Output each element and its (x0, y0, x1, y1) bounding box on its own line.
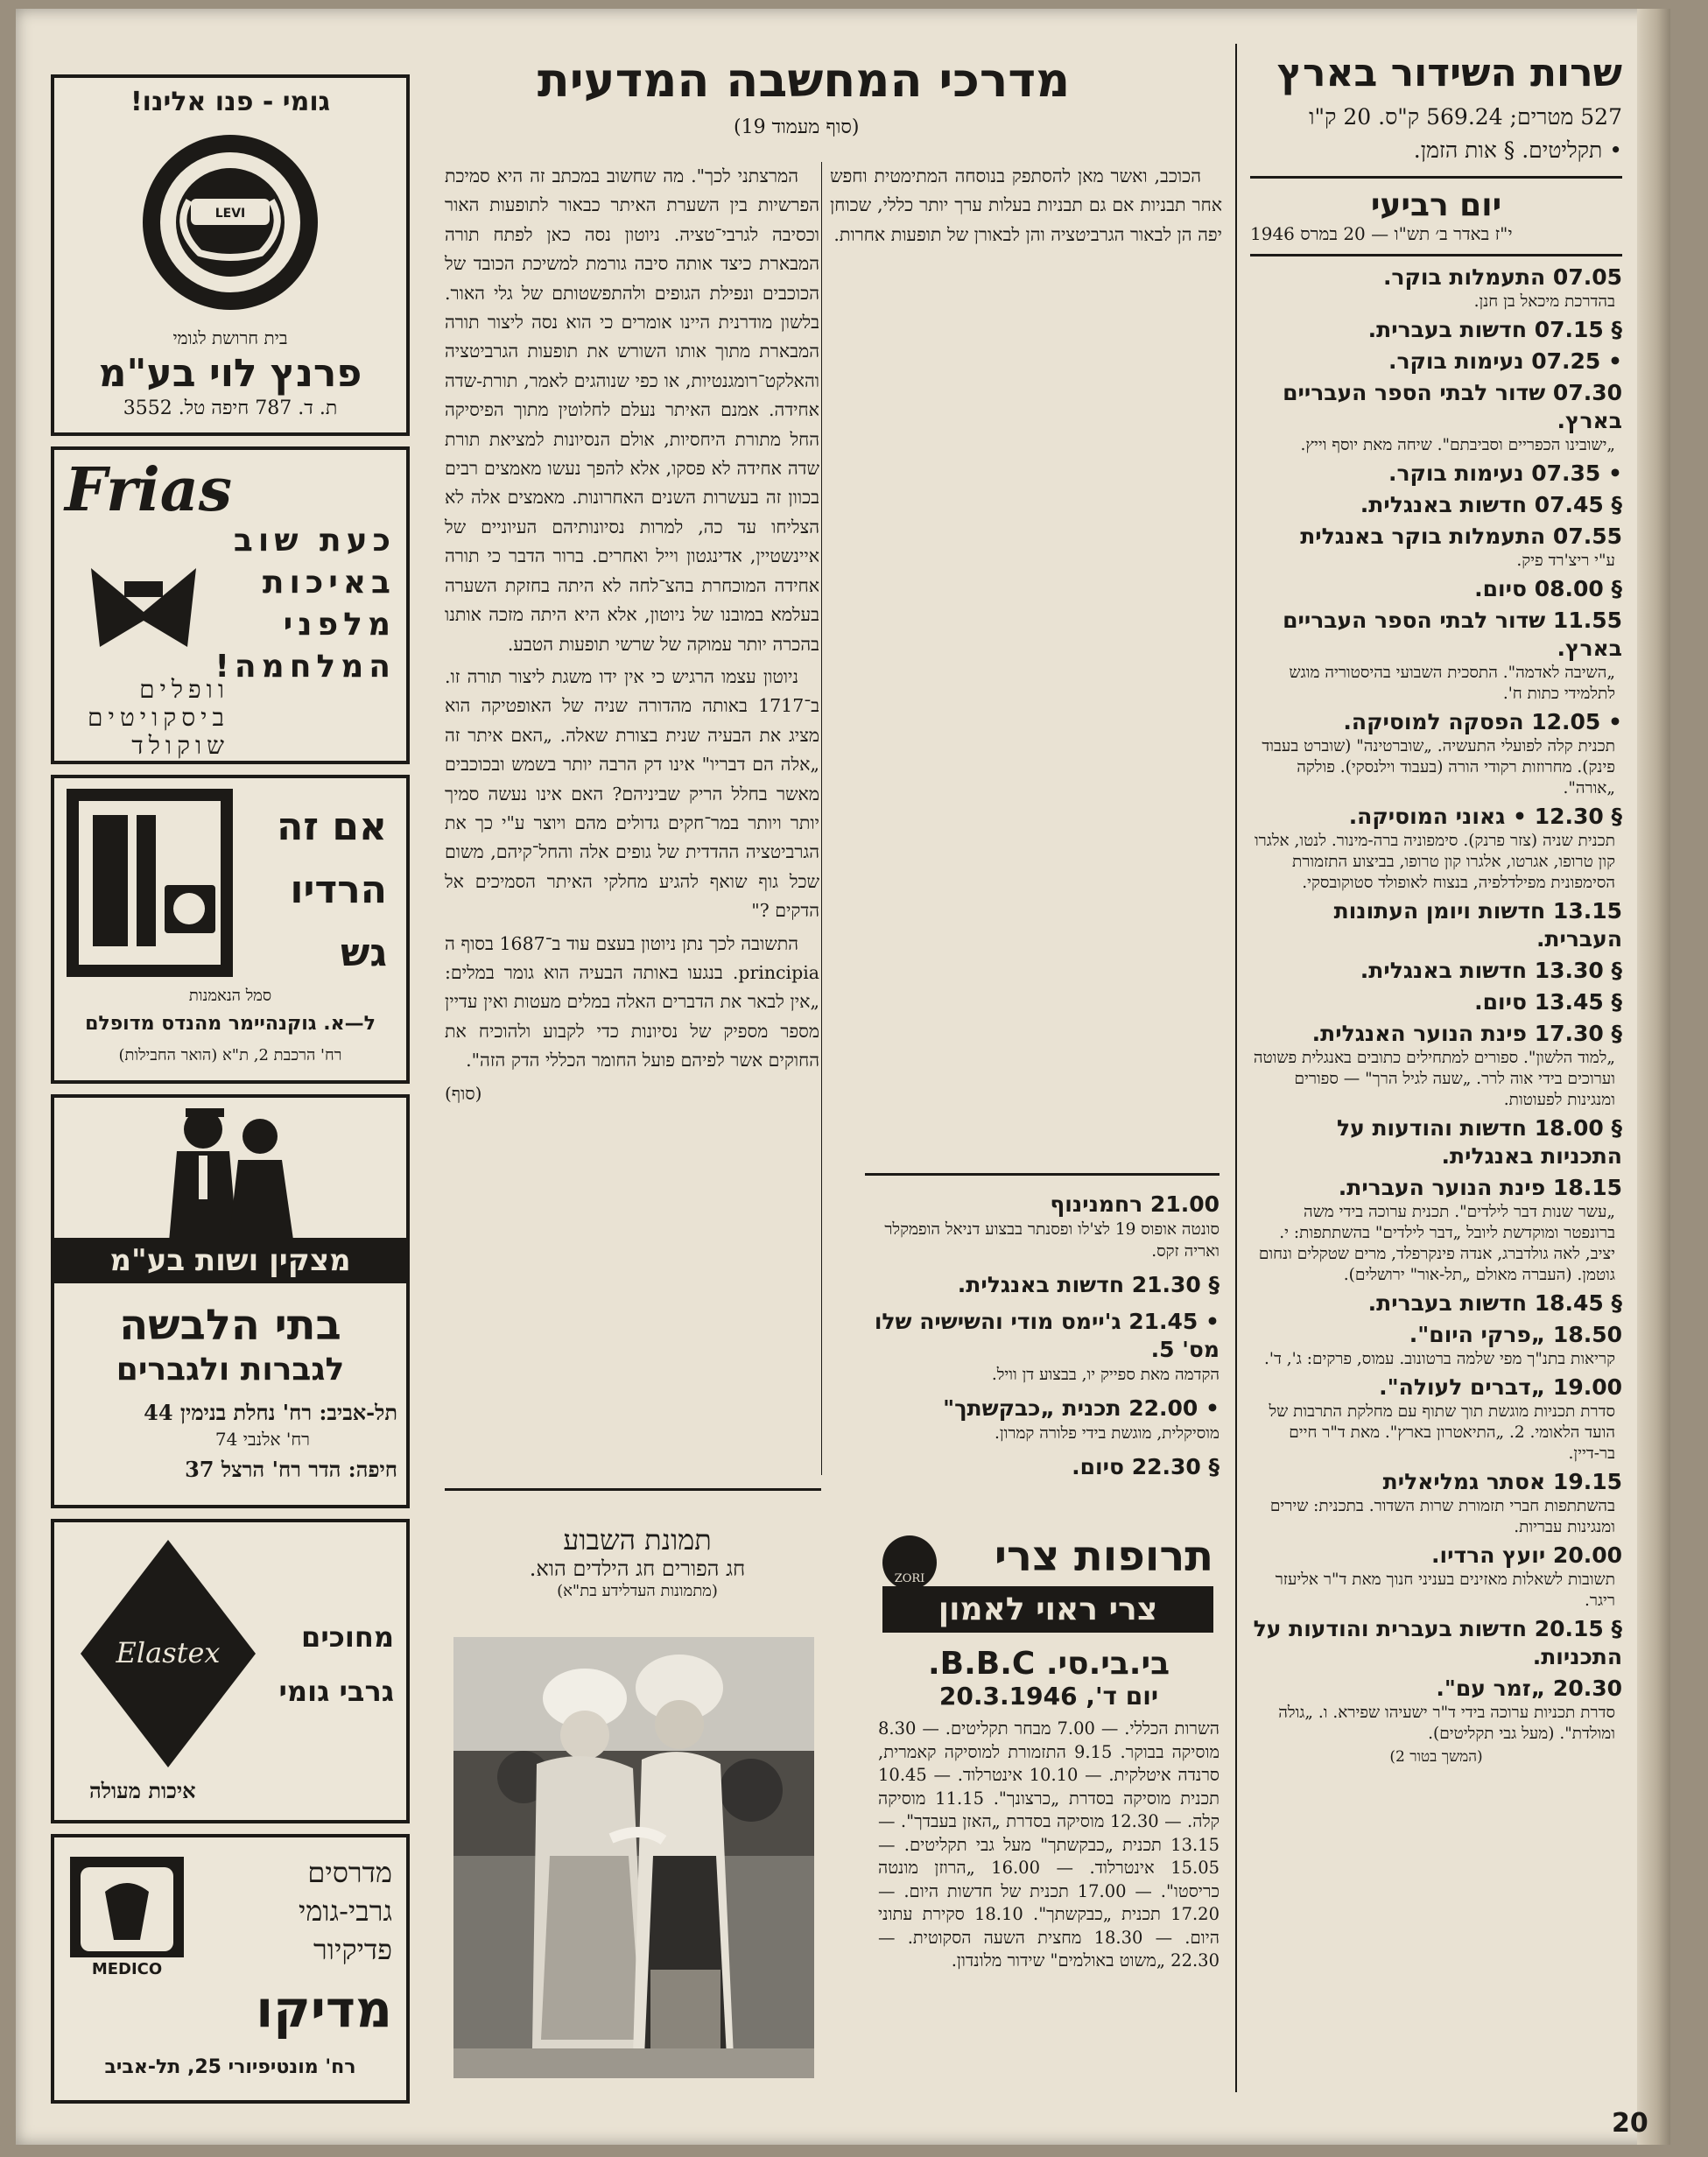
schedule-entry (1250, 348, 1622, 376)
clothing-subtitle: לגברות ולגברים (116, 1352, 345, 1388)
photo-image (453, 1637, 814, 2078)
radio-tagline: סמל הנאמנות (188, 987, 272, 1005)
schedule-entry (869, 1271, 1219, 1299)
truphot-zori-ad (882, 1532, 1213, 1633)
article-title: מדרכי המחשבה המדעית (537, 53, 1071, 108)
clothing-tlv-address-2: רח' אלנבי 74 (214, 1429, 310, 1450)
radio-set-icon (67, 789, 233, 977)
program-description: מוסיקלית, מוגשת בידי פלורה קמרון. (995, 1424, 1219, 1443)
program-title: § 22.30 סיום. (1072, 1454, 1219, 1479)
purim-children-photo (453, 1637, 814, 2078)
article-paragraph: ניוטון עצמו הרגיש כי אין ידו משגת ליצור תורה זו. ב־1717 באותה מהדורה שניה של האופטיקה הוא מציג את הבעיה שנית בצורת שאלה. „האם איתר זה „אלה הם דבריו" אינו דק הרבה יותר בשמש ובכוכבים מאשר בחלל הריק שביניהם? האם אינו נעשה סמיך יותר ויותר במר־חקים גדולים מהם ויוצר ע"י כך את הגרביטציה ההדדית של גופים אלה והחל־קיהם, משום שכל גוף שואף להגיע מחלקי האיתר הסמיכים אל הדקים ?" (445, 665, 819, 922)
program-title: 19.00 „דברים לעולה". (1379, 1374, 1622, 1400)
elastex-quality: איכות מעולה (89, 1778, 196, 1803)
program-title: 13.15 חדשות ויומן העתונות העברית. (1333, 898, 1622, 952)
program-description: „עשר שנות דבר לילדים". תכנית ערוכה בידי משה ברונפטר ומוקדשת ליובל „דבר לילדים" בהשתתפות: י. יציב, לאה גולדברג, אנדה פינקרפלד, מרים שטקלים ונחום גוטמן. (העברה מאולם „תל-אור" ירושלים). (1258, 1203, 1615, 1284)
article-paragraph: התשובה לכך נתן ניוטון בעצם עוד ב־1687 בסוף ה principia. בנגעו באותה הבעיה הוא גומר במלים: „אין לבאר את הדברים האלה במלים מעטות ואין עדיין מספר מספיק של נסיונות כדי לקבוע ולהוכיח את החוקים אשר לפיהם פועל החומר הכללי הדק הזה". (445, 932, 819, 1071)
program-title: § 18.45 חדשות בעברית. (1367, 1290, 1622, 1316)
column-divider (1235, 44, 1237, 2092)
ad-company-name: פרנץ לוי בע"מ (98, 351, 362, 396)
program-description: קריאות בתנ"ך מפי שלמה ברטונוב. עמוס, פרקים: ג', ד'. (1264, 1350, 1615, 1368)
program-title: 07.55 התעמלות בוקר באנגלית (1300, 523, 1622, 549)
schedule-column (1250, 51, 1622, 1766)
schedule-date: י"ז באדר ב׳ תש"ו — 20 במרס 1946 (1250, 223, 1513, 244)
elastex-diamond-logo (81, 1540, 256, 1767)
svg-text:Elastex: Elastex (116, 1636, 221, 1669)
program-title: 19.15 אסתר גמליאלית (1382, 1469, 1622, 1494)
schedule-entry (1250, 1114, 1622, 1170)
program-title: § 13.30 חדשות באנגלית. (1360, 958, 1622, 983)
program-title: • 07.25 נעימות בוקר. (1388, 348, 1622, 374)
schedule-entry (1250, 1374, 1622, 1465)
ad-headline: גומי - פנו אלינו! (130, 87, 331, 117)
schedule-entry (869, 1395, 1219, 1444)
schedule-entry (869, 1191, 1219, 1262)
frias-slogan: כעת שוב באיכות מלפני המלחמה! (214, 523, 396, 685)
article-column-left (445, 162, 819, 1108)
program-title: 20.00 יועץ הרדיו. (1431, 1542, 1622, 1568)
article-paragraph: הכוכב, ואשר מאן להסתפק בנוסחה המתימטית וחפש אחר תבניות אם גם תבניות בעלות ערך יותר כללי, שכוחן יפה הן לבאור הגרביטציה והן לבאורן של תופעות אחרות. (830, 165, 1222, 245)
program-title: • 22.00 תכנית „כבקשתך" (943, 1395, 1219, 1421)
program-description: בהשתתפות חברי תזמורת שרות השדור. בתכנית: שירים ומנגינות עבריות. (1269, 1497, 1615, 1536)
radio-address: רח' הרכבת 2, ת"א (הואר החבילות) (118, 1046, 342, 1064)
medico-address: רח' מונטיפיורי 25, תל-אביב (104, 2056, 356, 2078)
svg-text:LEVI: LEVI (214, 207, 246, 221)
program-title: 07.05 התעמלות בוקר. (1382, 264, 1622, 290)
schedule-entry (1250, 523, 1622, 572)
schedule-entry (1250, 1321, 1622, 1370)
couple-figures-icon (151, 1103, 308, 1252)
ad-levi-rubber (51, 74, 410, 436)
schedule-entry (1250, 803, 1622, 894)
bbc-schedule: השרות הכללי. — 7.00 מבחר תקליטים. — 8.30 מוסיקה בבוקר. 9.15 התזמורת למוסיקה קאמרית, סרנדה איטלקית. — 10.10 אינטרלוד. — 10.45 תכנית מוסיקה בסדרת „כרצונך". 11.15 מוסיקה קלה. — 12.30 מוסיקה בסדרת „האזן בעבדך". — 13.15 תכנית „כבקשתך" מעל גבי תקליטים. — 15.05 אינטרלוד. — 16.00 „הרוזן מונטה כריסטו". — 17.00 תכנית של חדשות היום. — 17.20 תכנית „כבקשתך". 18.10 סקירת עתוני היום. — 18.30 מחצית השעה הסקוטית. — 22.30 „משוט באולמים" שידור מלונדון. (878, 1718, 1220, 1971)
program-title: 21.00 רחמנינוף (1050, 1191, 1219, 1217)
frias-products: וופלים ביסקויטים שוקולד (88, 675, 229, 760)
program-title: § 07.15 חדשות בעברית. (1367, 317, 1622, 342)
clothing-title: בתי הלבשה (119, 1301, 341, 1350)
radio-slogan: אם זה הרדיו גש (277, 804, 387, 975)
divider (1250, 254, 1622, 256)
divider (445, 1488, 821, 1491)
program-description: תכנית קלה לפועלי התעשיה. „שוברטינה" (שוברט בעבוד פינק). מחרוזות רקודי הורה (בעבוד וילנסקי). פולקה „אורה". (1262, 737, 1615, 797)
schedule-entry (1250, 491, 1622, 519)
picture-of-week (453, 1523, 821, 1600)
truphot-title: תרופות צרי (994, 1532, 1213, 1581)
truphot-slogan: צרי ראוי לאמון (882, 1586, 1213, 1633)
schedule-entry (1250, 1289, 1622, 1317)
bbc-title: בי.בי.סי. B.B.C. (927, 1646, 1170, 1682)
article-end-mark: (סוף) (445, 1082, 482, 1104)
program-title: § 20.15 חדשות בעברית והודעות על התכניות. (1253, 1616, 1622, 1669)
program-description: „השיבה לאדמה". התסכית השבועי בהיסטוריה מוגש לתלמידי כתות ח'. (1289, 664, 1615, 703)
program-description: הקדמה מאת ספייק יו, בבצוע דן וויל. (991, 1366, 1219, 1384)
clothing-brand: מצקין ושות בע"מ (54, 1238, 406, 1283)
medico-brand: מדיקו (256, 1979, 392, 2039)
program-description: סדרת תכניות מוגשת תוך שתוף עם מחלקת התרבות של הועד הלאומי. 2. „התיאטרון בארץ". מאת ד"ר חיים בר-דיין. (1269, 1402, 1615, 1463)
clothing-tlv-address: תל-אביב: רח' נחלת בנימין 44 (144, 1400, 397, 1425)
schedule-entry (1250, 263, 1622, 313)
schedule-entry (1250, 1174, 1622, 1286)
program-title: § 12.30 • גאוני המוסיקה. (1348, 804, 1622, 829)
program-title: § 18.00 חדשות והודעות על התכניות באנגלית. (1336, 1115, 1622, 1169)
late-programs (869, 1191, 1219, 1490)
radio-agent-name: ל—א. גוקנהיימר מהנדס מדופלם (85, 1013, 376, 1035)
program-title: • 21.45 ג'יימס מודי והשישיה שלו מס' 5. (874, 1309, 1219, 1362)
program-description: סונטה אופוס 19 לצ'לו ופסנתר בבצוע דניאל הופמקלר ואריה זקס. (884, 1220, 1219, 1261)
rubber-seal-icon (138, 130, 322, 314)
schedule-entry (1250, 1020, 1622, 1111)
picture-caption: חג הפורים חג הילדים הוא. (529, 1556, 746, 1581)
schedule-entry (1250, 1542, 1622, 1612)
schedule-entry (1250, 897, 1622, 953)
schedule-entry (1250, 1468, 1622, 1538)
program-description: „ישובינו הכפריים וסביבתם". שיחה מאת יוסף וייץ. (1300, 436, 1615, 454)
frias-product-icon (82, 559, 205, 656)
book-spine (1637, 9, 1670, 2145)
schedule-entry (1250, 607, 1622, 705)
clothing-haifa-address: חיפה: הדר רח' הרצל 37 (185, 1457, 397, 1482)
program-title: 18.15 פינת הנוער העברית. (1338, 1175, 1622, 1200)
picture-credit: (מתמונות העדלידע בת"א) (557, 1582, 718, 1600)
article-paragraph: המרצתני לכך". מה שחשוב במכתב זה היא סמיכת הפרשיות בין השערת האיתר כבאור לתופעות האור וכסיבה לגרבי־טציה. ניוטון נסה כאן לפתח תורה המבארת כיצד אותה סיבה גורמת למשיכת הכובד של הכוכבים ונפילת הגופים ולהתפשטותם של גלי האור. בלשון מודרנית היינו אומרים כי הוא נסה ליצור תורה המבארת מתוך אותו השורש את תופעות הגרביטציה והאלקט־רומגנטיות, או כפי שנוהגים לאמר, תורת-שדה אחידה. אמנם האיתר נעלם לחלוטין מתוך הפיסיקה החל מתורת היחסיות, אולם הנסיונות למציאת תורת שדה אחידה לא פסקו, אלא להפך נעשו מאמצים רבים בכוון זה בעשרות השנים האחרונות. מאמצים אלה לא הצליחו עד כה, למרות נסיונותיהם העיוניים של איינשטיין, אדינגטון וייל ואחרים. ברור הדבר כי תורה אחידה המוכחרת בהצ־לחה לא היתה בחזקת השערה בעלמא במובנו של ניוטון, אלא היא היתה מזכה אותנו בהכרה יותר עמוקה של שרשי תופעות הטבע. (445, 165, 819, 655)
schedule-day: יום רביעי (1370, 187, 1502, 223)
schedule-entry (1250, 988, 1622, 1016)
schedule-entry (1250, 1675, 1622, 1745)
picture-title: תמונת השבוע (563, 1523, 712, 1556)
program-title: 11.55 שדור לבתי הספר העבריים בארץ. (1283, 608, 1622, 661)
ad-frias (51, 446, 410, 764)
newspaper-page (16, 9, 1670, 2145)
program-description: בהדרכת מיכאל בן חנן. (1473, 292, 1615, 311)
program-title: § 17.30 פינת הנוער האנגלית. (1311, 1021, 1622, 1046)
program-title: 07.30 שדור לבתי הספר העבריים בארץ. (1283, 380, 1622, 433)
schedule-entry (1250, 1615, 1622, 1671)
article-subtitle: (סוף מעמוד 19) (734, 116, 860, 138)
ad-matzkin-clothing (51, 1094, 410, 1508)
program-title: § 08.00 סיום. (1474, 576, 1622, 601)
medico-logo-icon (70, 1857, 184, 1979)
frias-logo: Frias (65, 455, 233, 525)
schedule-title: שרות השידור בארץ (1276, 51, 1622, 95)
bbc-date: יום ד', 20.3.1946 (938, 1682, 1159, 1711)
schedule-frequency: 527 מטרים; 569.24 ק"ס. 20 ק"ו (1309, 104, 1622, 130)
program-description: תכנית שניה (צזר פרנק). סימפוניה ברה-מינור. לנטו, אלגרו קון טרופו, אגרטו, אלגרו קון טרופו, בביצוע התזמורת הסימפונית מפילדלפיה, בנצוח לאופולד סטוקובסקי. (1254, 832, 1615, 892)
continued-note: (המשך בטור 2) (1389, 1748, 1483, 1766)
ad-elastex (51, 1519, 410, 1823)
divider (1250, 176, 1622, 179)
divider (865, 1173, 1219, 1176)
page-number: 20 (1612, 2108, 1648, 2139)
program-title: • 07.35 נעימות בוקר. (1388, 460, 1622, 486)
svg-text:MEDICO: MEDICO (91, 1960, 163, 1978)
ad-address: ת. ד. 787 חיפה טל. 3552 (123, 397, 338, 419)
program-title: § 13.45 סיום. (1474, 989, 1622, 1015)
schedule-entry (1250, 708, 1622, 799)
bbc-section (878, 1646, 1219, 1973)
column-divider (821, 162, 822, 1475)
schedule-entry (1250, 957, 1622, 985)
program-description: סדרת תכניות ערוכה בידי ד"ר ישעיהו שפירא. ו. „גולה ומולדת". (מעל גבי תקליטים). (1278, 1704, 1615, 1743)
schedule-entry (1250, 316, 1622, 344)
ad-medico (51, 1834, 410, 2104)
schedule-entry (1250, 460, 1622, 488)
schedule-entry (1250, 379, 1622, 456)
article-column-right (830, 162, 1222, 253)
program-title: 18.50 „פרקי היום". (1409, 1322, 1622, 1347)
ad-radio (51, 775, 410, 1084)
ad-factory-label: בית חרושת לגומי (172, 327, 288, 348)
program-title: § 21.30 חדשות באנגלית. (957, 1272, 1219, 1297)
program-title: • 12.05 הפסקה למוסיקה. (1343, 709, 1622, 734)
schedule-legend: • תקליטים. § אות הזמן. (1413, 137, 1622, 163)
program-title: 20.30 „זמר עם". (1436, 1676, 1622, 1701)
medico-products: מדרסים גרבי-גומי פדיקיור (298, 1856, 392, 1966)
schedule-entry (869, 1308, 1219, 1386)
schedule-entry (1250, 575, 1622, 603)
schedule-entry (869, 1453, 1219, 1481)
program-title: § 07.45 חדשות באנגלית. (1360, 492, 1622, 517)
program-description: ע"י ריצ'רד פיק. (1516, 552, 1615, 570)
schedule-list (1250, 263, 1622, 1745)
program-description: „למוד הלשון". ספורים למתחילים כתובים באנגלית פשוטה וערוכים בידי אוה לרר. „שעה לגיל הרך" — ספורים ומנגינות לפעוטות. (1253, 1049, 1615, 1109)
program-description: תשובות לשאלות מאזינים בעניני חנוך מאת ד"ר אליעזר ריגר. (1275, 1570, 1615, 1610)
elastex-products: מחוכים גרבי גומי (278, 1620, 394, 1708)
zori-logo-icon: ZORI (882, 1535, 937, 1590)
